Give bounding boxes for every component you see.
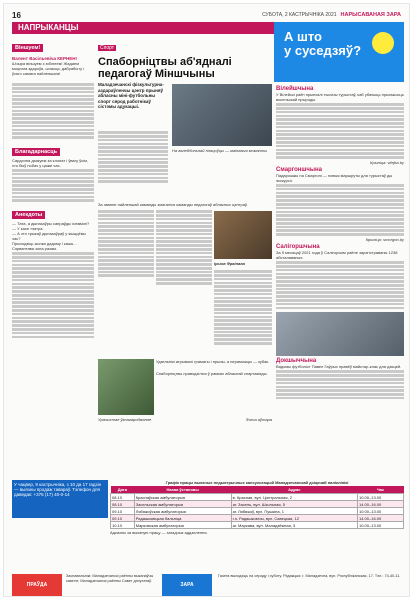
dokshytsy-body bbox=[276, 370, 404, 399]
table-cell: 14.00–16.00 bbox=[357, 501, 403, 508]
speech-bubble-icon bbox=[372, 32, 394, 54]
footer-imprint: Газета выходзіць па сераду і суботу. Рэдакцыя: г. Маладзечна, вул. Рэспубліканская, 17. Тэл.: 74-40-11. bbox=[218, 574, 401, 578]
neighbours-promo bbox=[274, 22, 404, 82]
congrats-name: Валент Васільевіча КЕРНЕН! bbox=[12, 56, 77, 61]
smorgon-body bbox=[276, 184, 404, 236]
table-cell: 10.10 bbox=[111, 522, 135, 529]
region-saligorsk-text: За 9 месяцаў 2021 года ў Салігорскім раёне зарэгістраваны 1238 абсталяваных. bbox=[276, 250, 398, 261]
article-col-2 bbox=[98, 209, 154, 278]
footer-founders: Заснавальнікі: Маладзечанскі раённы выканаўчы камітэт, Маладзечанскі раённы Савет дэпутатаў. bbox=[66, 574, 154, 583]
thanks-title: Благадарнасць bbox=[12, 148, 60, 156]
section-title: НАПРЫКАНЦЫ bbox=[12, 22, 278, 34]
table-header: Час bbox=[357, 486, 403, 494]
schedule-grid bbox=[110, 486, 404, 529]
left-column bbox=[12, 36, 94, 500]
photo-footballer bbox=[276, 312, 404, 356]
newspaper-page bbox=[4, 4, 409, 596]
table-note: Адказны за выязную працу — загадчык аддзялення. bbox=[110, 530, 208, 535]
region-vileyka-text: У Вілейскі раён прыехалі тысячы турыстаў, каб убачыць прыгажосць восеньскай прыроды. bbox=[276, 92, 404, 102]
author-name: Ірына Фраінава bbox=[214, 261, 245, 266]
photo-credit: Фота аўтара bbox=[245, 417, 272, 422]
table-cell: 09.10 bbox=[111, 508, 135, 515]
photo-award bbox=[98, 359, 154, 415]
article-col-3 bbox=[156, 209, 212, 286]
table-row bbox=[111, 494, 404, 501]
table-cell: Лябяжоўская амбулаторыя bbox=[134, 508, 231, 515]
vileyka-body bbox=[276, 103, 404, 159]
page-header bbox=[12, 10, 401, 20]
table-cell: 08.10 bbox=[111, 501, 135, 508]
table-row bbox=[111, 515, 404, 522]
table-cell: аг. Лябяжоў, вул. Пушкіна, 1 bbox=[231, 508, 357, 515]
region-dokshytsy-title: Докшыччына bbox=[276, 358, 317, 365]
table-header: Назва ўстановы bbox=[134, 486, 231, 494]
anek-item: — Тата, а дыназаўры сапраўды існавалі? bbox=[12, 221, 90, 227]
table-cell: 08.10 bbox=[111, 494, 135, 501]
page-footer bbox=[12, 572, 401, 598]
saligorsk-body bbox=[276, 261, 404, 309]
region-saligorsk-title: Салігоршчына bbox=[276, 244, 320, 251]
schedule-table bbox=[110, 480, 404, 568]
table-cell: 10.00–13.00 bbox=[357, 494, 403, 501]
author-photo bbox=[214, 211, 272, 259]
region-dokshytsy-text: Вядомы футболіст Павел Гаўрых правёў майстар-клас для дзяцей. bbox=[276, 364, 402, 370]
thanks-text: Сардэчна дзякуем за клопат і ўвагу ўсім, хто быў побач у цяжкі час. bbox=[12, 157, 88, 168]
ads-block: У чацвер, 9 кастрычніка, з 10 да 17 гадзін — выязны продаж тавараў. Тэлефон для даведак: +375 (17) 40-0-14 bbox=[12, 480, 108, 518]
page-date: СУБОТА, 2 КАСТРЫЧНІКА 2021 bbox=[262, 12, 337, 18]
source-smorgon: Крыніца: smorgon.by bbox=[365, 237, 404, 243]
table-header: Дата bbox=[111, 486, 135, 494]
table-cell: в. Красная, вул. Цэнтральная, 2 bbox=[231, 494, 357, 501]
table-header: Адрас bbox=[231, 486, 357, 494]
pravda-logo: ПРАЎДА bbox=[12, 574, 62, 596]
region-smorgon-title: Смаргоншчына bbox=[276, 166, 322, 173]
table-cell: Марковская амбулаторыя bbox=[134, 522, 231, 529]
anek-item: — У касе тэатра. bbox=[12, 226, 44, 232]
table-row bbox=[111, 501, 404, 508]
caption-award: Урачыстае ўзнагароджанне bbox=[98, 417, 152, 422]
article-body-a: За званне найлепшай каманды змагаліся каманды педагогаў абласных цэнтраў. bbox=[98, 202, 248, 207]
table-cell: г.п. Радашковічы, вул. Савецкая, 12 bbox=[231, 515, 357, 522]
caption-game: На валейбольнай пляцоўцы — маінавыя моманты bbox=[172, 148, 268, 153]
rubric-sport: Спорт bbox=[100, 45, 115, 51]
table-cell: аг. Засель, вул. Школьная, 5 bbox=[231, 501, 357, 508]
table-cell: 09.10 bbox=[111, 515, 135, 522]
anek-item: Сэрвантава зона разам. bbox=[12, 246, 57, 252]
region-vileyka-title: Вілейшчына bbox=[276, 86, 314, 92]
table-row bbox=[111, 522, 404, 529]
source-vileyka: Крыніца: vilejka.by bbox=[370, 159, 404, 165]
article-col-4 bbox=[214, 269, 272, 346]
zara-logo: ЗАРА bbox=[162, 574, 212, 596]
table-cell: Засельская амбулаторыя bbox=[134, 501, 231, 508]
photo-game bbox=[172, 84, 272, 146]
page-number: 16 bbox=[12, 10, 21, 20]
table-row bbox=[111, 508, 404, 515]
article-col-1 bbox=[98, 130, 168, 184]
anek-item: Прыходзіць жонка дадому і кажа… bbox=[12, 241, 77, 247]
table-title: Графік працы выязных педыятрычных кансультацый Маладзечанскай дзіцячай паліклінікі bbox=[165, 480, 349, 485]
thanks-body bbox=[12, 169, 94, 202]
article-body-c: Спаборніцтвы праводзіліся ў рамках абласнай спартакіяды. bbox=[156, 371, 268, 376]
article-body-b: Удзельнікі атрымалі граматы і прызы, а пераможцы — кубак. bbox=[156, 359, 270, 364]
table-cell: 10.00–13.00 bbox=[357, 522, 403, 529]
right-column bbox=[276, 86, 404, 500]
table-cell: Радашковіцкая бальніца bbox=[134, 515, 231, 522]
table-cell: 10.00–13.00 bbox=[357, 508, 403, 515]
article-lead: Маладзечанскі фізкультурна-аздараўленчы цэнтр прыняў абласны міні-футбольны спорт сярод работнікаў сістэмы адукацыі. bbox=[98, 82, 164, 109]
anek-body bbox=[12, 252, 94, 338]
article-headline: Спаборніцтвы аб'ядналі педагогаў Міншчыны bbox=[98, 56, 232, 80]
region-smorgon-text: Падарожжы па Смаргоні — новыя маршруты для турыстаў ды экскурсіі. bbox=[276, 172, 393, 183]
table-cell: Краснаўская амбулаторыя bbox=[134, 494, 231, 501]
congrats-body bbox=[12, 83, 94, 139]
congrats-text: Шчыра віншуем з юбілеем! Жадаем моцнага здароўя, шчасця, дабрабыту і ўсяго самага найлепшага! bbox=[12, 61, 85, 76]
table-cell: 14.00–16.00 bbox=[357, 515, 403, 522]
congrats-title: Віншуем! bbox=[12, 44, 43, 52]
anekdoty-title: Анекдоты bbox=[12, 211, 45, 219]
newspaper-brand: НАРЫСАВАНАЯ ЗАРА bbox=[340, 12, 401, 18]
table-cell: аг. Маркава, вул. Маладзёжная, 3 bbox=[231, 522, 357, 529]
anek-item: — А хто трыкаў дыназаўраў у жыццёвы час? bbox=[12, 231, 86, 242]
promo-question: А што у суседзяў? bbox=[284, 29, 362, 58]
middle-column bbox=[98, 36, 272, 500]
